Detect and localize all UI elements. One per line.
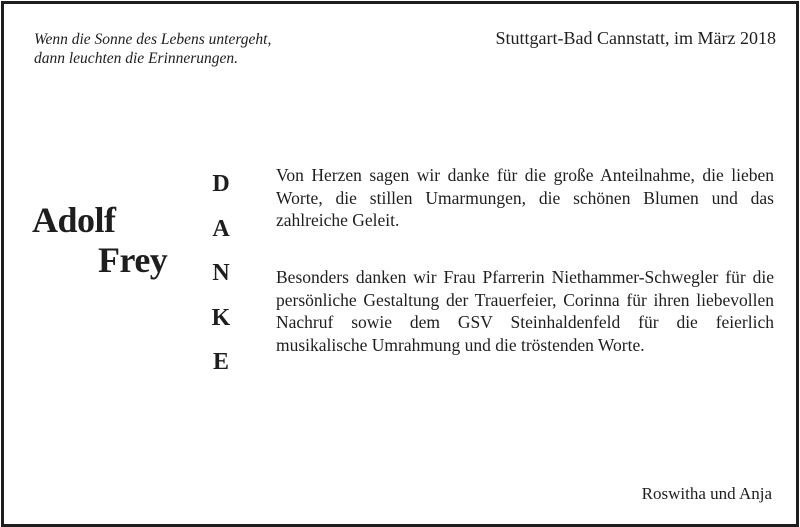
motto-line-2: dann leuchten die Erinnerungen.	[34, 50, 239, 67]
first-name: Adolf	[32, 200, 116, 240]
danke-vertical	[208, 162, 234, 385]
obituary-card	[1, 1, 799, 527]
danke-letter: A	[212, 215, 230, 242]
thanks-paragraph-2: Besonders danken wir Frau Pfarrerin Niethammer-Schwegler für die persönliche Gestaltung der Trauerfeier, Corinna für ihren liebevollen Nachruf sowie dem GSV Steinhaldenfeld für die feierlich musikalische Umrahmung und die tröstenden Worte.	[276, 267, 774, 355]
danke-letter: E	[212, 349, 229, 375]
place-date: Stuttgart-Bad Cannstatt, im März 2018	[495, 28, 776, 48]
motto-line-1: Wenn die Sonne des Lebens untergeht,	[34, 31, 272, 48]
signature: Roswitha und Anja	[641, 484, 772, 503]
last-name: Frey	[98, 240, 168, 280]
deceased-name	[32, 200, 167, 280]
motto-quote	[34, 30, 271, 68]
thanks-paragraph-1: Von Herzen sagen wir danke für die große Anteilnahme, die lieben Worte, die stillen Umarmungen, die schönen Blumen und das zahlreiche Geleit.	[276, 165, 774, 230]
danke-letter: K	[211, 304, 231, 331]
danke-letter: D	[212, 171, 230, 197]
danke-letter: N	[212, 260, 230, 286]
